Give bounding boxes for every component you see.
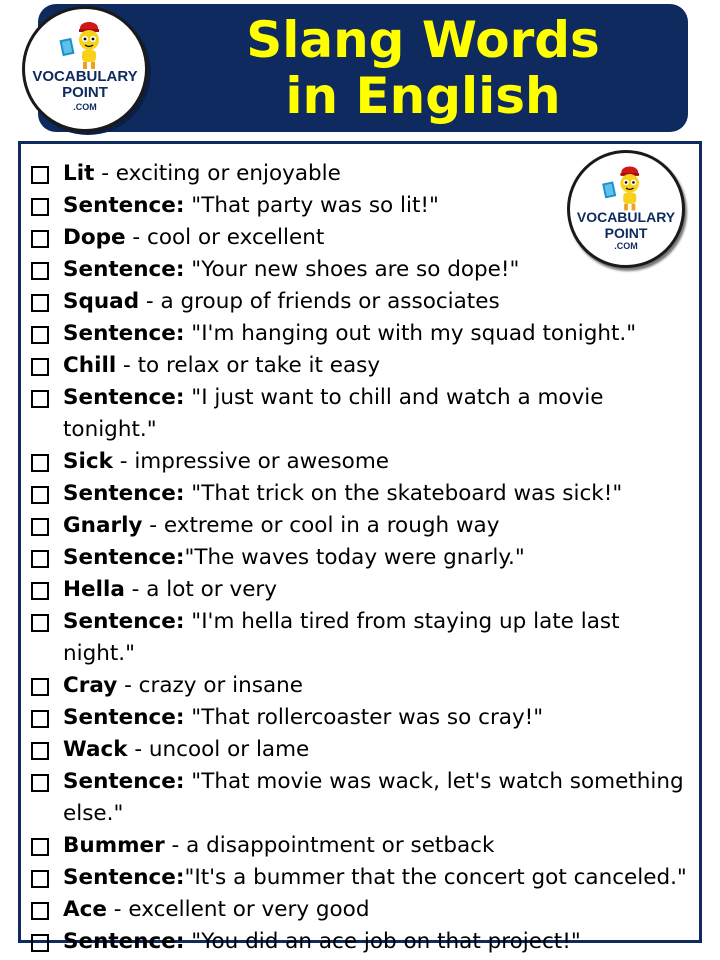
list-item-sentence — [30, 766, 695, 830]
example-sentence: "You did an ace job on that project!" — [184, 929, 581, 954]
list-item-sentence — [30, 542, 695, 574]
title-line-1: Slang Words — [246, 11, 600, 69]
checkbox-icon — [31, 390, 49, 408]
checkbox-icon — [31, 358, 49, 376]
checkbox-icon — [31, 774, 49, 792]
example-sentence: "I'm hella tired from staying up late last night." — [63, 609, 620, 666]
list-item-word — [30, 830, 695, 862]
list-item-word — [30, 510, 695, 542]
slang-term: Wack — [63, 737, 128, 762]
slang-definition: - a disappointment or setback — [164, 833, 495, 858]
page-title — [168, 12, 678, 124]
slang-definition: - a group of friends or associates — [139, 289, 500, 314]
slang-definition: - a lot or very — [124, 577, 277, 602]
sentence-label: Sentence: — [63, 705, 185, 730]
slang-definition: - to relax or take it easy — [116, 353, 381, 378]
list-item-sentence — [30, 254, 695, 286]
list-item-word — [30, 734, 695, 766]
checkbox-icon — [31, 326, 49, 344]
sentence-label: Sentence: — [63, 481, 185, 506]
list-item-word — [30, 286, 695, 318]
slang-term: Gnarly — [63, 513, 143, 538]
example-sentence: "That party was so lit!" — [184, 193, 439, 218]
sentence-label: Sentence: — [63, 257, 185, 282]
slang-definition: - impressive or awesome — [112, 449, 389, 474]
checkbox-icon — [31, 934, 49, 952]
slang-definition: - crazy or insane — [117, 673, 304, 698]
example-sentence: "That movie was wack, let's watch something else." — [63, 769, 684, 826]
slang-definition: - extreme or cool in a rough way — [142, 513, 500, 538]
slang-term: Lit — [63, 161, 95, 186]
logo-text-com: .COM — [614, 241, 638, 251]
logo-text-vocabulary: VOCABULARY — [32, 68, 138, 85]
checkbox-icon — [31, 486, 49, 504]
checkbox-icon — [31, 230, 49, 248]
example-sentence: "I'm hanging out with my squad tonight." — [184, 321, 637, 346]
checkbox-icon — [31, 710, 49, 728]
checkbox-icon — [31, 678, 49, 696]
sentence-label: Sentence: — [63, 865, 185, 890]
slang-term: Hella — [63, 577, 125, 602]
slang-term: Squad — [63, 289, 140, 314]
list-item-sentence — [30, 606, 695, 670]
logo-text-com: .COM — [73, 102, 97, 112]
logo-text-vocabulary: VOCABULARY — [576, 209, 676, 225]
checkbox-icon — [31, 262, 49, 280]
slang-definition: - uncool or lame — [127, 737, 310, 762]
list-item-word — [30, 446, 695, 478]
example-sentence: "Your new shoes are so dope!" — [184, 257, 520, 282]
checkbox-icon — [31, 742, 49, 760]
checkbox-icon — [31, 550, 49, 568]
checkbox-icon — [31, 870, 49, 888]
slang-definition: - cool or excellent — [125, 225, 325, 250]
mascot-icon — [55, 19, 115, 71]
list-item-sentence — [30, 190, 695, 222]
logo-text-point: POINT — [604, 225, 648, 241]
checkbox-icon — [31, 902, 49, 920]
example-sentence: "That trick on the skateboard was sick!" — [184, 481, 623, 506]
example-sentence: "I just want to chill and watch a movie tonight." — [63, 385, 604, 442]
checkbox-icon — [31, 454, 49, 472]
slang-list — [30, 158, 695, 958]
sentence-label: Sentence: — [63, 545, 185, 570]
checkbox-icon — [31, 838, 49, 856]
slang-term: Ace — [63, 897, 107, 922]
list-item-sentence — [30, 382, 695, 446]
sentence-label: Sentence: — [63, 609, 185, 634]
checkbox-icon — [31, 294, 49, 312]
example-sentence: "It's a bummer that the concert got canceled." — [184, 865, 687, 890]
sentence-label: Sentence: — [63, 321, 185, 346]
title-line-2: in English — [285, 67, 561, 125]
slang-term: Sick — [63, 449, 113, 474]
list-item-sentence — [30, 702, 695, 734]
sentence-label: Sentence: — [63, 193, 185, 218]
list-item-sentence — [30, 478, 695, 510]
sentence-label: Sentence: — [63, 929, 185, 954]
slang-term: Cray — [63, 673, 118, 698]
list-item-word — [30, 670, 695, 702]
list-item-word — [30, 222, 563, 254]
list-item-word — [30, 574, 695, 606]
list-item-sentence — [30, 862, 695, 894]
list-item-word — [30, 350, 695, 382]
site-logo-header — [22, 6, 148, 132]
slang-term: Chill — [63, 353, 117, 378]
slang-term: Dope — [63, 225, 126, 250]
slang-definition: - excellent or very good — [106, 897, 370, 922]
logo-text-point: POINT — [62, 84, 108, 101]
checkbox-icon — [31, 614, 49, 632]
example-sentence: "The waves today were gnarly." — [184, 545, 525, 570]
sentence-label: Sentence: — [63, 769, 185, 794]
example-sentence: "That rollercoaster was so cray!" — [184, 705, 544, 730]
checkbox-icon — [31, 166, 49, 184]
checkbox-icon — [31, 582, 49, 600]
list-item-sentence — [30, 318, 695, 350]
sentence-label: Sentence: — [63, 385, 185, 410]
checkbox-icon — [31, 518, 49, 536]
checkbox-icon — [31, 198, 49, 216]
list-item-word — [30, 158, 563, 190]
slang-term: Bummer — [63, 833, 165, 858]
slang-definition: - exciting or enjoyable — [94, 161, 341, 186]
list-item-sentence — [30, 926, 695, 958]
list-item-word — [30, 894, 695, 926]
